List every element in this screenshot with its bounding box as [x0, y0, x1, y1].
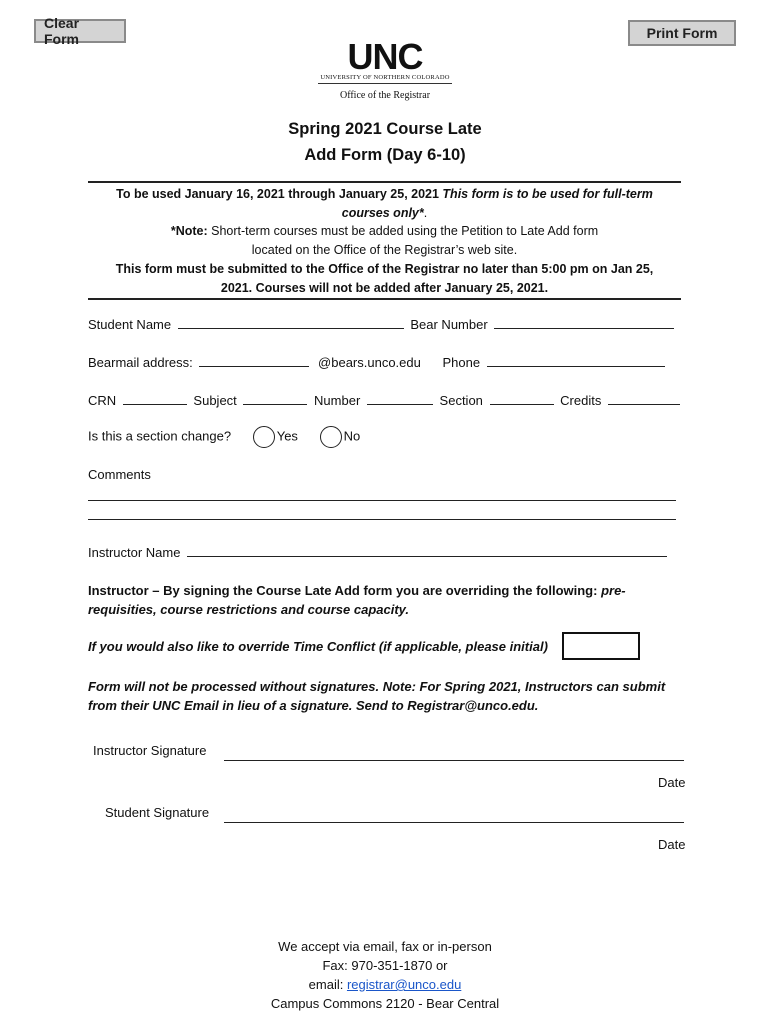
instructor-date-label: Date [658, 775, 686, 790]
deadline-line1: This form must be submitted to the Office of the Registrar no later than 5:00 pm on Jan 25, [115, 262, 654, 276]
note-text: Short-term courses must be added using the Petition to Late Add form [207, 224, 599, 238]
form-title-line2: Add Form (Day 6-10) [304, 146, 466, 164]
notice-line1 [88, 185, 681, 203]
time-conflict-initial-field[interactable] [562, 632, 640, 660]
row-instructor [88, 543, 670, 560]
print-form-button[interactable]: Print Form [628, 20, 736, 46]
notice-fullterm: This form is to be used for full-term [442, 187, 653, 201]
radio-yes[interactable] [253, 426, 275, 448]
section-label: Section [439, 393, 483, 408]
unc-logo [314, 36, 456, 101]
crn-field[interactable] [123, 391, 187, 405]
section-field[interactable] [490, 391, 554, 405]
student-name-field[interactable] [178, 315, 404, 329]
signatures-note-line2: from their UNC Email in lieu of a signature. Send to Registrar@unco.edu. [88, 698, 539, 713]
logo-mark: UNC [347, 36, 423, 77]
footer-fax: Fax: 970-351-1870 or [322, 958, 448, 973]
instructor-notice-pre: pre- [601, 583, 626, 598]
student-signature-label: Student Signature [105, 805, 210, 820]
note-text2: located on the Office of the Registrar’s web site. [251, 243, 518, 257]
radio-no[interactable] [320, 426, 342, 448]
row-contact [88, 353, 668, 370]
note-line1 [88, 222, 681, 240]
footer-email-prefix: email: [308, 977, 347, 992]
bear-number-label: Bear Number [410, 317, 488, 332]
divider-bottom [88, 298, 681, 300]
clear-form-button[interactable]: Clear Form [34, 19, 126, 43]
yes-label: Yes [276, 428, 298, 444]
number-label: Number [314, 393, 361, 408]
phone-label: Phone [442, 355, 481, 370]
bearmail-domain: @bears.unco.edu [318, 355, 421, 370]
footer-email [200, 975, 570, 994]
bear-number-field[interactable] [494, 315, 674, 329]
note-label: *Note: [170, 224, 208, 238]
subject-field[interactable] [243, 391, 307, 405]
credits-field[interactable] [608, 391, 680, 405]
bearmail-field[interactable] [199, 353, 309, 367]
comments-label: Comments [88, 467, 151, 482]
footer-line1: We accept via email, fax or in-person [278, 939, 492, 954]
instructor-notice-main: Instructor – By signing the Course Late Add form you are overriding the following: [88, 583, 602, 598]
bearmail-label: Bearmail address: [88, 355, 193, 370]
student-name-label: Student Name [88, 317, 172, 332]
signatures-note-line1: Form will not be processed without signatures. Note: For Spring 2021, Instructors can submit [88, 679, 666, 694]
registrar-email-link[interactable]: registrar@unco.edu [346, 977, 462, 992]
row-student [88, 315, 677, 332]
row-course [88, 391, 683, 408]
divider-top [88, 181, 681, 183]
notice-courses-only: courses only* [341, 206, 424, 220]
comments-line-2[interactable] [88, 519, 676, 520]
instructor-signature-label: Instructor Signature [93, 743, 207, 758]
signatures-note [88, 677, 688, 715]
instructor-name-field[interactable] [187, 543, 667, 557]
student-signature-field[interactable] [224, 822, 684, 823]
logo-university: UNIVERSITY OF NORTHERN COLORADO [318, 74, 452, 84]
override-text: If you would also like to override Time Conflict (if applicable, please initial) [88, 639, 548, 654]
student-date-label: Date [658, 837, 686, 852]
footer-location: Campus Commons 2120 - Bear Central [270, 996, 500, 1011]
form-title-line1: Spring 2021 Course Late [288, 120, 482, 138]
row-section-change [88, 426, 360, 448]
instructor-name-label: Instructor Name [88, 545, 181, 560]
no-label: No [343, 428, 361, 444]
notice-line2 [88, 204, 681, 222]
note-line2 [88, 241, 681, 259]
logo-office: Office of the Registrar [339, 90, 431, 101]
instructor-notice [88, 581, 688, 619]
subject-label: Subject [193, 393, 237, 408]
notice-period: . [423, 206, 428, 220]
instructor-signature-field[interactable] [224, 760, 684, 761]
comments-line-1[interactable] [88, 500, 676, 501]
number-field[interactable] [367, 391, 433, 405]
deadline-line2: 2021. Courses will not be added after January 25, 2021. [220, 281, 549, 295]
notice-dates: To be used January 16, 2021 through January 25, 2021 [116, 187, 443, 201]
instructor-notice-list: requisities, course restrictions and course capacity. [88, 602, 410, 617]
phone-field[interactable] [487, 353, 665, 367]
section-change-label: Is this a section change? [88, 428, 232, 444]
credits-label: Credits [560, 393, 602, 408]
crn-label: CRN [88, 393, 117, 408]
